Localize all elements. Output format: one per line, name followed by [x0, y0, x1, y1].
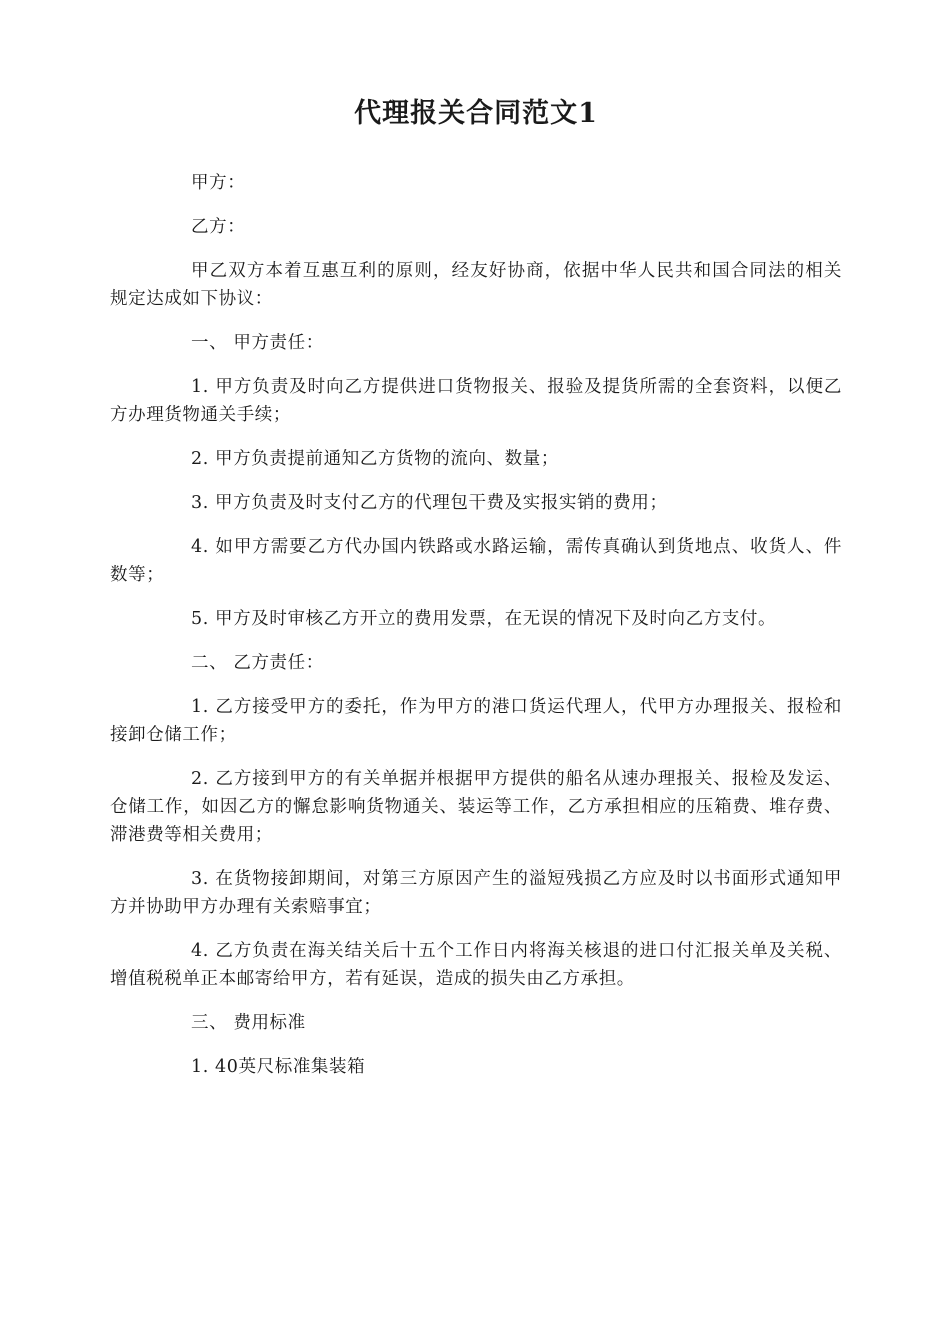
clause-paragraph: 4. 乙方负责在海关结关后十五个工作日内将海关核退的进口付汇报关单及关税、增值税税单正本邮寄给甲方，若有延误，造成的损失由乙方承担。 [110, 941, 842, 990]
clause-paragraph: 3. 甲方负责及时支付乙方的代理包干费及实报实销的费用； [191, 493, 668, 514]
document-page [110, 96, 842, 1097]
clause-paragraph: 2. 甲方负责提前通知乙方货物的流向、数量； [191, 449, 559, 470]
party-b-line: 乙方： [191, 217, 246, 238]
section-heading-party-a-duties: 一、 甲方责任： [191, 333, 324, 354]
document-title: 代理报关合同范文1 [354, 98, 598, 129]
clause-paragraph: 1. 乙方接受甲方的委托，作为甲方的港口货运代理人，代甲方办理报关、报检和接卸仓储工作； [110, 697, 842, 746]
party-a-line: 甲方： [191, 173, 246, 194]
clause-paragraph: 1. 甲方负责及时向乙方提供进口货物报关、报验及提货所需的全套资料，以便乙方办理货物通关手续； [110, 377, 842, 426]
clause-paragraph: 4. 如甲方需要乙方代办国内铁路或水路运输，需传真确认到货地点、收货人、件数等； [110, 537, 842, 586]
section-heading-party-b-duties: 二、 乙方责任： [191, 653, 324, 674]
clause-paragraph: 2. 乙方接到甲方的有关单据并根据甲方提供的船名从速办理报关、报检及发运、仓储工作，如因乙方的懈怠影响货物通关、装运等工作，乙方承担相应的压箱费、堆存费、滞港费等相关费用； [110, 769, 842, 846]
clause-paragraph: 3. 在货物接卸期间，对第三方原因产生的溢短残损乙方应及时以书面形式通知甲方并协助甲方办理有关索赔事宜； [110, 869, 842, 918]
clause-paragraph: 1. 40英尺标准集装箱 [191, 1057, 366, 1078]
section-heading-fee-standard: 三、 费用标准 [191, 1013, 306, 1034]
clause-paragraph: 5. 甲方及时审核乙方开立的费用发票，在无误的情况下及时向乙方支付。 [191, 609, 777, 630]
preamble-paragraph: 甲乙双方本着互惠互利的原则，经友好协商，依据中华人民共和国合同法的相关规定达成如下协议： [110, 261, 842, 310]
